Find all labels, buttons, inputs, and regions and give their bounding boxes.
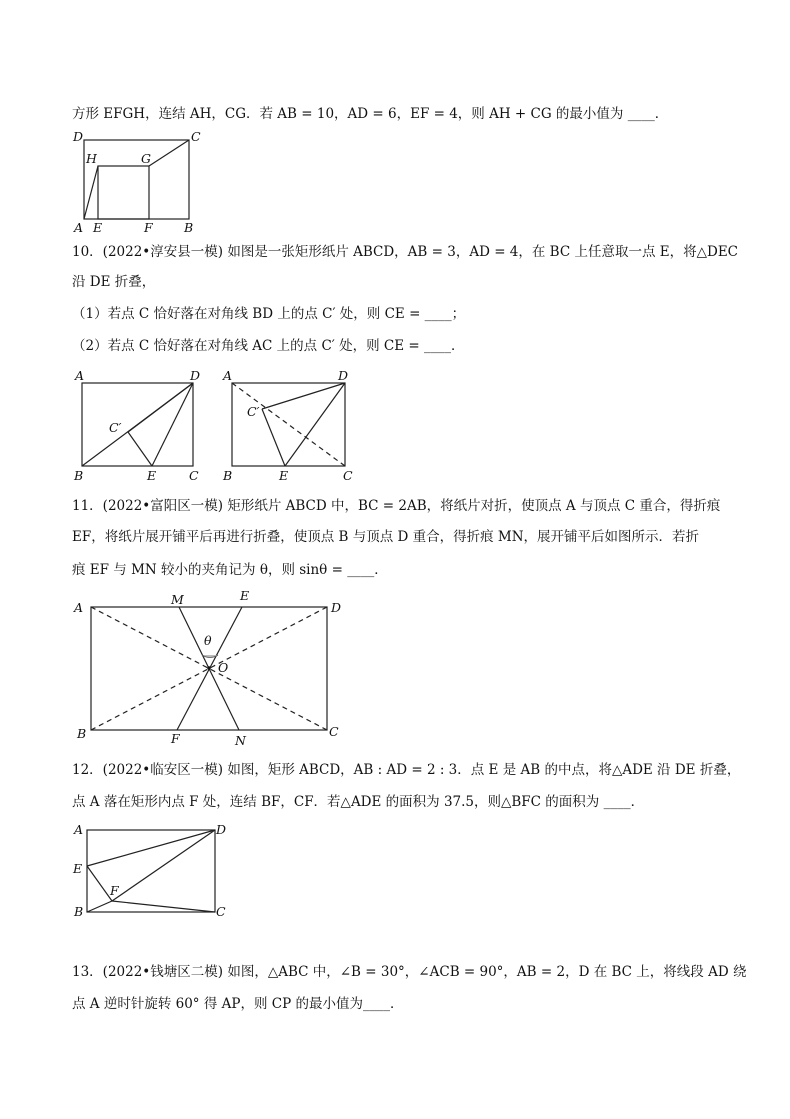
q11-label-F: F [171, 731, 180, 746]
q9-label-D: D [73, 129, 84, 144]
q10-fig2-label-D: D [338, 368, 349, 383]
q10-fig2-label-B: B [223, 468, 233, 483]
q12-figure [70, 818, 235, 924]
q12-label-C: C [216, 904, 226, 919]
q12-text-line-1: 12．(2022•临安区一模) 如图，矩形 ABCD，AB : AD = 2 : 3．点 E 是 AB 的中点，将△ADE 沿 DE 折叠， [72, 762, 741, 778]
q11-label-B: B [77, 726, 87, 741]
q11-text-line-1: 11．(2022•富阳区一模) 矩形纸片 ABCD 中，BC = 2AB，将纸片对折，使顶点 A 与顶点 C 重合，得折痕 [72, 498, 721, 514]
q10-text-line-1: 10．(2022•淳安县一模) 如图是一张矩形纸片 ABCD，AB = 3，AD = 4，在 BC 上任意取一点 E，将△DEC [72, 244, 739, 260]
q12-label-A: A [74, 822, 84, 837]
q12-text-line-2: 点 A 落在矩形内点 F 处，连结 BF，CF．若△ADE 的面积为 37.5，则△BFC 的面积为 ____． [72, 794, 645, 810]
q12-label-D: D [216, 822, 227, 837]
q9-text-line-1: 方形 EFGH，连结 AH，CG．若 AB = 10，AD = 6，EF = 4，则 AH + CG 的最小值为 ____． [72, 106, 669, 122]
q9-label-F: F [144, 220, 153, 235]
q10-fig1-label-A: A [75, 368, 85, 383]
q11-label-C: C [329, 724, 339, 739]
q11-text-line-3: 痕 EF 与 MN 较小的夹角记为 θ，则 sinθ = ____． [72, 562, 388, 578]
q10-fig2-label-C: C [343, 468, 353, 483]
q11-label-M: M [171, 592, 184, 607]
q10-text-line-4: （2）若点 C 恰好落在对角线 AC 上的点 C′ 处，则 CE = ____． [72, 338, 465, 354]
q11-label-theta: θ [204, 633, 212, 648]
q13-text-line-1: 13．(2022•钱塘区二模) 如图，△ABC 中，∠B = 30°，∠ACB = 90°，AB = 2，D 在 BC 上，将线段 AD 绕 [72, 964, 747, 980]
q10-text-line-2: 沿 DE 折叠， [72, 274, 156, 290]
q11-figure [70, 590, 350, 750]
q11-text-line-2: EF，将纸片展开铺平后再进行折叠，使顶点 B 与顶点 D 重合，得折痕 MN，展开铺平后如图所示．若折 [72, 529, 700, 545]
q11-label-N: N [235, 733, 246, 748]
q10-fig1-label-D: D [190, 368, 201, 383]
q9-label-A: A [74, 220, 84, 235]
q11-label-A: A [74, 600, 84, 615]
q9-figure [70, 128, 200, 236]
q10-fig1-label-C1: C′ [109, 420, 122, 435]
q9-label-E: E [93, 220, 103, 235]
q11-label-D: D [331, 600, 342, 615]
q10-figure-1 [70, 366, 210, 482]
q10-fig2-label-A: A [223, 368, 233, 383]
q9-label-H: H [86, 151, 97, 166]
q10-figure-2 [218, 366, 363, 482]
q9-label-C: C [191, 129, 201, 144]
q9-label-B: B [184, 220, 194, 235]
q11-label-E: E [240, 588, 250, 603]
q9-label-G: G [141, 151, 151, 166]
q10-text-line-3: （1）若点 C 恰好落在对角线 BD 上的点 C′ 处，则 CE = ____； [72, 306, 466, 322]
q13-text-line-2: 点 A 逆时针旋转 60° 得 AP，则 CP 的最小值为____． [72, 996, 404, 1012]
q11-label-O: O [218, 660, 229, 675]
q12-label-F: F [110, 883, 119, 898]
q10-fig1-label-E: E [147, 468, 157, 483]
q10-fig2-label-E: E [279, 468, 289, 483]
q12-label-B: B [74, 904, 84, 919]
q10-fig1-label-C: C [189, 468, 199, 483]
q10-fig1-label-B: B [74, 468, 84, 483]
q10-fig2-label-C1: C′ [247, 404, 260, 419]
q12-label-E: E [73, 861, 83, 876]
